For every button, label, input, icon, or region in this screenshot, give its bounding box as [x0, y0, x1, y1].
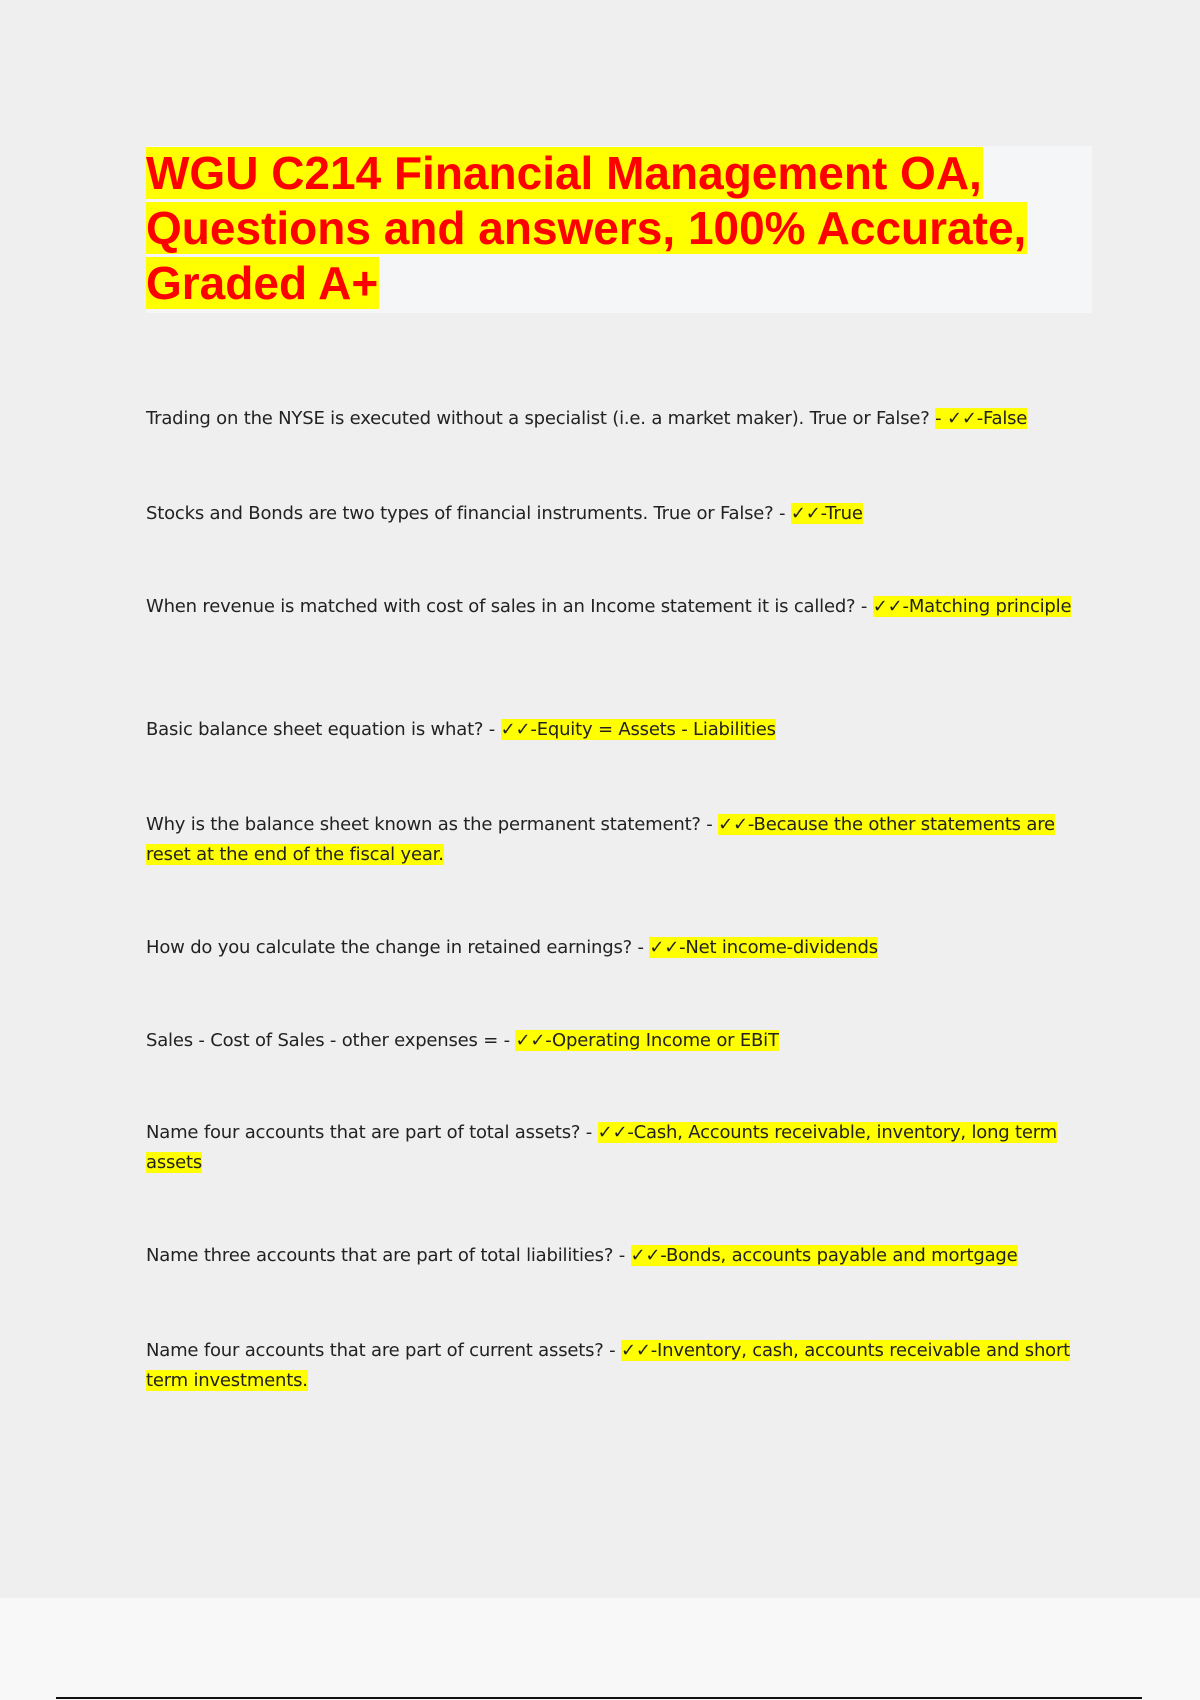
question-text: Basic balance sheet equation is what? - [146, 719, 501, 740]
qa-item [146, 715, 1092, 745]
answer-text: ✓✓-Inventory, cash, accounts receivable and short term investments. [146, 1340, 1071, 1391]
answer-text: ✓✓-Cash, Accounts receivable, inventory, long term assets [146, 1122, 1057, 1173]
qa-item [146, 592, 1092, 622]
question-text: Why is the balance sheet known as the permanent statement? - [146, 814, 719, 835]
page-footer-area [0, 1598, 1200, 1700]
qa-item [146, 933, 1092, 963]
answer-text: ✓✓-True [790, 503, 863, 524]
question-text: Sales - Cost of Sales - other expenses = - [146, 1030, 516, 1051]
question-text: When revenue is matched with cost of sales in an Income statement it is called? - [146, 596, 873, 617]
qa-item [146, 404, 1092, 434]
qa-item [146, 1336, 1092, 1396]
qa-item [146, 499, 1092, 529]
qa-item [146, 810, 1092, 870]
document-title-text: WGU C214 Financial Management OA, Questions and answers, 100% Accurate, Graded A+ [146, 147, 1027, 309]
question-text: Name four accounts that are part of total assets? - [146, 1122, 598, 1143]
answer-text: ✓✓-Bonds, accounts payable and mortgage [630, 1245, 1018, 1266]
qa-item [146, 1241, 1092, 1271]
answer-text: ✓✓-Because the other statements are reset at the end of the fiscal year. [146, 814, 1055, 865]
question-text: How do you calculate the change in retained earnings? - [146, 937, 650, 958]
qa-item [146, 1118, 1092, 1178]
footer-divider [56, 1697, 1142, 1699]
answer-text: ✓✓-Net income-dividends [649, 937, 878, 958]
document-title [146, 146, 1092, 311]
title-block [146, 146, 1092, 313]
answer-text: ✓✓-Matching principle [872, 596, 1072, 617]
question-text: Stocks and Bonds are two types of financial instruments. True or False? - [146, 503, 791, 524]
answer-text: ✓✓-Operating Income or EBiT [515, 1030, 779, 1051]
qa-item [146, 1026, 1092, 1056]
answer-text: ✓✓-Equity = Assets - Liabilities [500, 719, 776, 740]
question-text: Name three accounts that are part of total liabilities? - [146, 1245, 631, 1266]
question-text: Name four accounts that are part of current assets? - [146, 1340, 621, 1361]
question-text: Trading on the NYSE is executed without a specialist (i.e. a market maker). True or False? [146, 408, 936, 429]
answer-text: - ✓✓-False [935, 408, 1028, 429]
